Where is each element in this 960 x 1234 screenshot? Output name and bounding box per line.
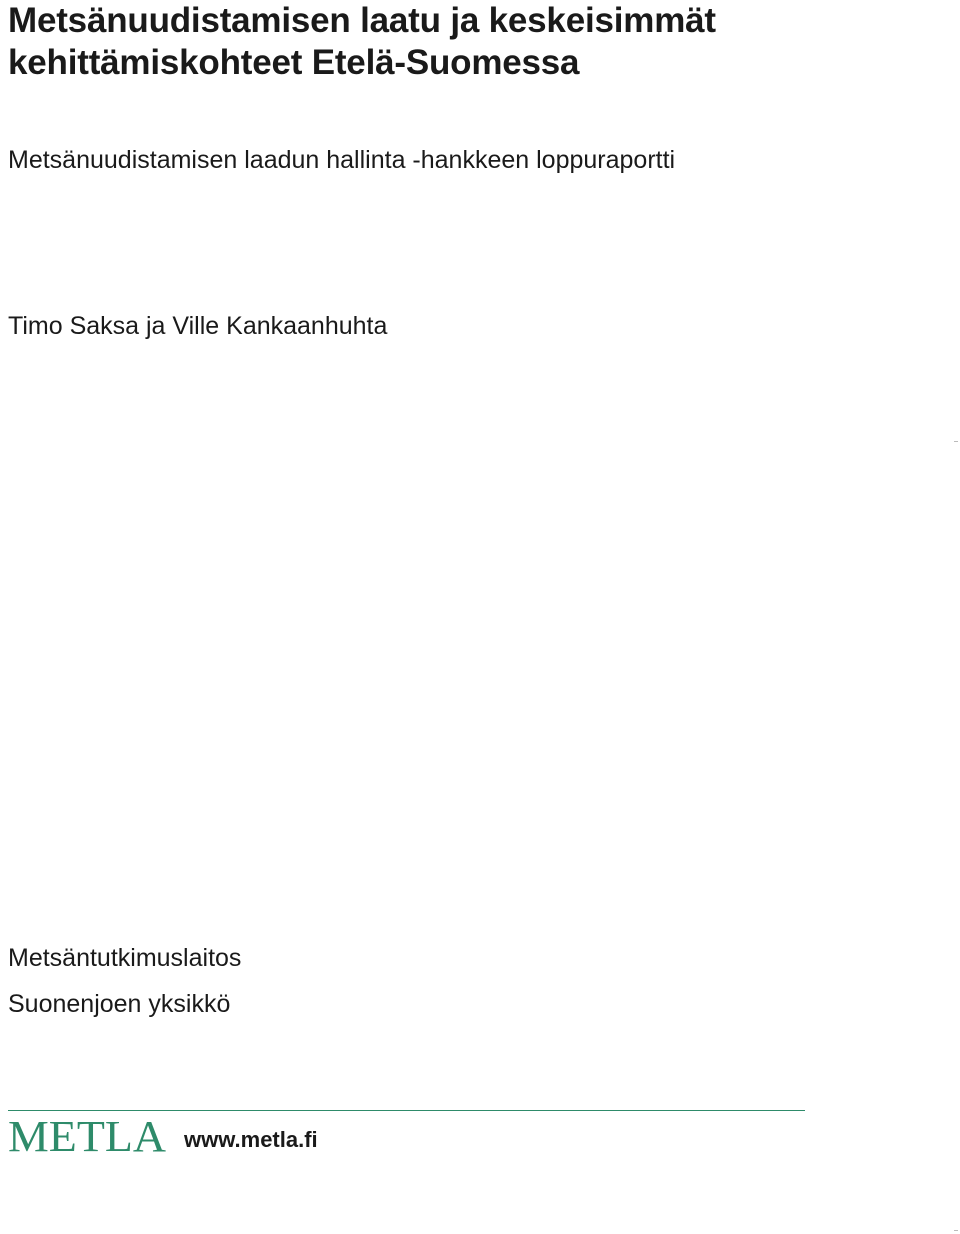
crop-mark [954,1230,958,1231]
institution-name: Metsäntutkimuslaitos [8,944,242,972]
metla-logo-wordmark [8,1112,168,1156]
title-line-2: kehittämiskohteet Etelä-Suomessa [8,43,580,82]
authors: Timo Saksa ja Ville Kankaanhuhta [8,312,388,340]
institution-block [8,935,241,1027]
logo-text: METLA [8,1112,167,1156]
report-subtitle: Metsänuudistamisen laadun hallinta -hankkeen loppuraportti [8,146,676,174]
institution-unit: Suonenjoen yksikkö [8,990,231,1018]
metla-logo [8,1112,168,1156]
title-line-1: Metsänuudistamisen laatu ja keskeisimmät [8,1,716,40]
page-title [8,0,908,84]
website-link[interactable]: www.metla.fi [184,1127,318,1152]
crop-mark [954,441,958,442]
footer-divider [8,1110,805,1111]
